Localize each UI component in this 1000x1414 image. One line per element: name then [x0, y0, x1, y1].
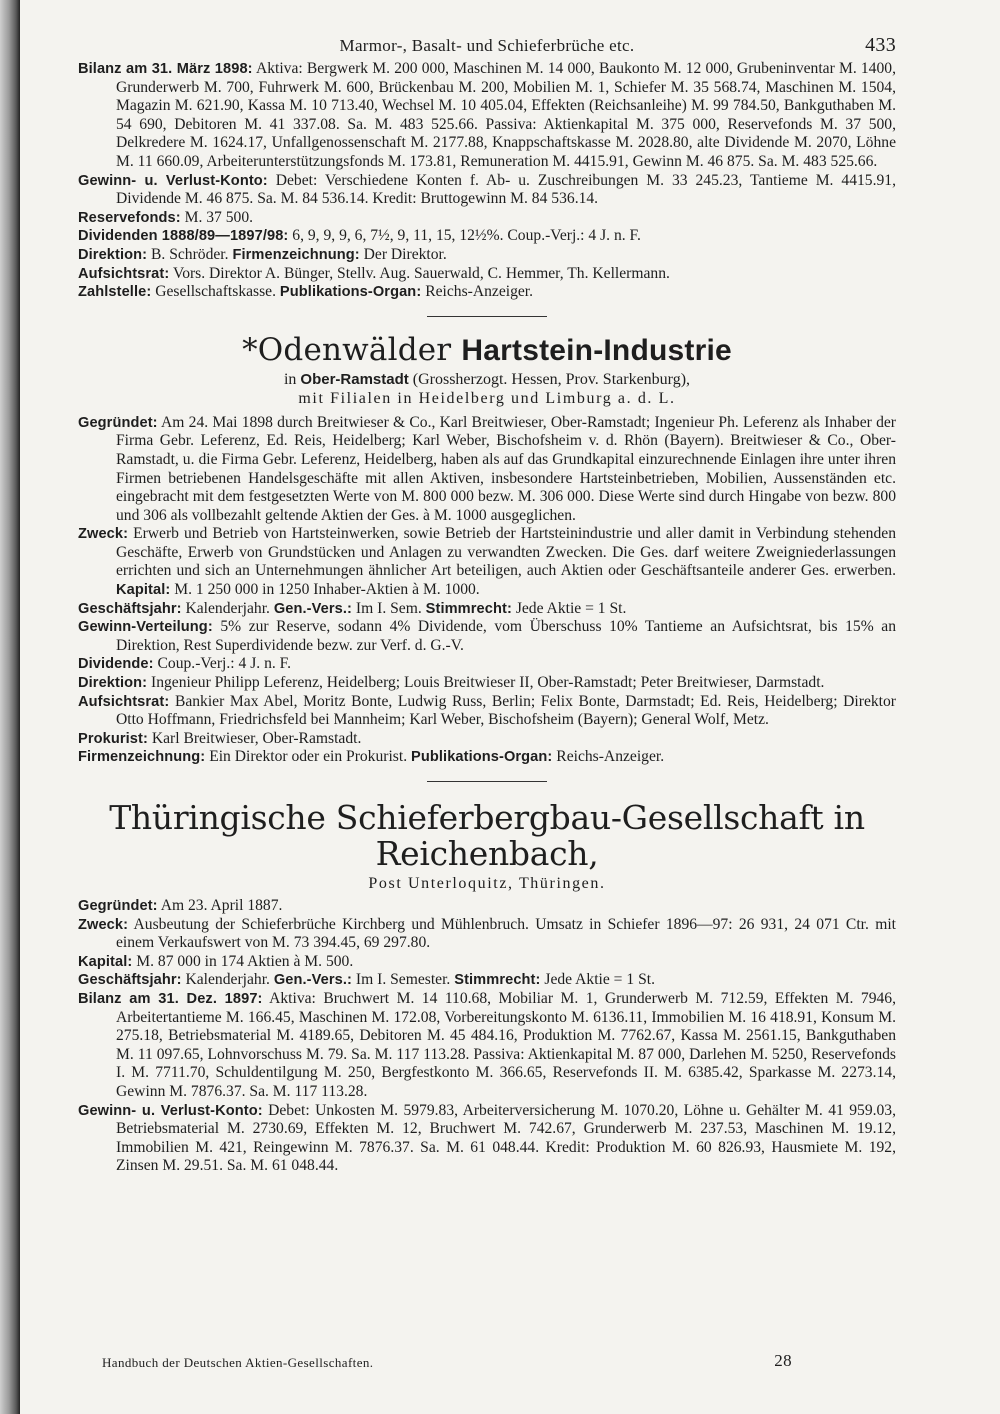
entry-gewinn-verlust — [78, 172, 896, 209]
subtitle-place: Ober-Ramstadt — [300, 370, 409, 388]
section-odenwaelder — [78, 414, 896, 767]
entry-direktion — [78, 246, 896, 265]
entry-bilanz-1897 — [78, 990, 896, 1102]
running-head — [78, 30, 896, 60]
text-dividenden: 6, 9, 9, 9, 6, 7½, 9, 11, 15, 12½%. Coup.-Verj.: 4 J. n. F. — [292, 227, 641, 245]
label-zweck-3: Zweck: — [78, 916, 129, 933]
entry-kapital-3 — [78, 953, 896, 972]
label-direktion-2: Direktion: — [78, 675, 148, 692]
text-geschaeftsjahr-3: Kalenderjahr. — [185, 971, 270, 989]
entry-firmenzeichnung-2 — [78, 748, 896, 767]
company-title-odenwaelder — [78, 333, 896, 368]
text-gegruendet: Am 24. Mai 1898 durch Breitwieser & Co., Karl Breitwieser, Ober-Ramstadt; Ingenieur Ph. Leferenz als Inhaber der Firma Gebr. Leferenz, Ed. Reis, Heidelberg; Karl Weber, Bischofsheim v. d. Rhön (Bayern). Breitwieser & Co., Ober-Ramstadt, u. die Firma Gebr. Leferenz, Heidelberg, haben als auf das Grundkapital einzurechnende Einlagen ihre unter ihren Firmen betriebenen Handelsgeschäfte mit allen Aktiven, insbesondere Hartsteinbetrieben, Mobilien, Aussenständen etc. eingebracht mit dem festgesetzten Werte von M. 800 000 bezw. M. 306 000. Diese Werte sind durch Hingabe von bezw. 800 und 306 als vollbezahlt geltende Aktien der Ges. à M. 1000 ausgeglichen. — [116, 413, 896, 524]
text-bilanz: Aktiva: Bergwerk M. 200 000, Maschinen M. 14 000, Baukonto M. 12 000, Grubeninventar M. 1400, Grunderwerb M. 700, Fuhrwerk M. 600, Brückenbau M. 200, Mobilien M. 1, Schiefer M. 35 568.74, Maschinen M. 1504, Magazin M. 621.90, Kassa M. 10 713.40, Wechsel M. 10 405.04, Effekten (Reichsanleihe) M. 99 784.50, Bankguthaben M. 54 690, Debitoren M. 41 337.08. Sa. M. 483 525.66. Passiva: Aktienkapital M. 375 000, Reservefonds M. 37 500, Delkredere M. 1624.17, Unfallgenossenschaft M. 2177.88, Knappschaftskasse M. 2028.80, alte Dividende M. 2070, Löhne M. 11 660.09, Arbeiterunterstützungsfonds M. 173.81, Remuneration M. 4415.91, Gewinn M. 46 875. Sa. M. 483 525.66. — [116, 60, 896, 170]
text-aufsichtsrat-2: Bankier Max Abel, Moritz Bonte, Ludwig Russ, Berlin; Felix Bonte, Darmstadt; Ed. Reis, Heidelberg; Direktor Otto Hoffmann, Friedrichsfeld bei Mannheim; Karl Weber, Bischofsheim (Bayern); General Wolf, Metz. — [116, 692, 896, 729]
company-title-thueringische: Thüringische Schieferbergbau-Gesellschaft in Reichenbach, — [109, 798, 865, 873]
label-stimmrecht: Stimmrecht: — [425, 600, 512, 617]
label-aufsichtsrat: Aufsichtsrat: — [78, 265, 170, 282]
label-stimmrecht-3: Stimmrecht: — [454, 972, 541, 989]
document-page — [78, 30, 896, 1176]
entry-gewinn-verteilung — [78, 618, 896, 655]
label-gegruendet-3: Gegründet: — [78, 898, 158, 914]
label-firmenzeichnung: Firmenzeichnung: — [232, 246, 360, 263]
company-subtitle-branches: mit Filialen in Heidelberg und Limburg a. d. L. — [298, 389, 676, 407]
text-geschaeftsjahr: Kalenderjahr. — [185, 599, 270, 617]
label-zweck: Zweck: — [78, 526, 129, 543]
entry-gegruendet — [78, 414, 896, 526]
label-geschaeftsjahr-3: Geschäftsjahr: — [78, 972, 182, 989]
subtitle-region: (Grossherzogt. Hessen, Prov. Starkenburg), — [408, 370, 691, 388]
text-reservefonds: M. 37 500. — [184, 208, 254, 226]
text-gegruendet-3: Am 23. April 1887. — [160, 897, 283, 914]
label-gewinn-verlust: Gewinn- u. Verlust-Konto: — [78, 172, 268, 189]
label-zahlstelle: Zahlstelle: — [78, 284, 152, 301]
text-publikations-organ: Reichs-Anzeiger. — [425, 283, 534, 301]
text-gewinn-verlust: Debet: Verschiedene Konten f. Ab- u. Zuschreibungen M. 33 245.23, Tantieme M. 4415.91, Dividende M. 46 875. Sa. M. 84 536.14. Kredit: Bruttogewinn M. 84 536.14. — [116, 171, 896, 208]
label-gewinn-verteilung: Gewinn-Verteilung: — [78, 619, 213, 636]
company-subtitle-location — [78, 370, 896, 389]
label-gen-vers-3: Gen.-Vers.: — [273, 972, 352, 989]
label-dividende: Dividende: — [78, 656, 154, 673]
entry-aufsichtsrat-2 — [78, 693, 896, 730]
text-prokurist: Karl Breitwieser, Ober-Ramstadt. — [151, 729, 362, 747]
label-direktion: Direktion: — [78, 246, 148, 263]
text-gewinn-verteilung: 5% zur Reserve, sodann 4% Dividende, vom Überschuss 10% Tantieme an Aufsichtsrat, bis 15% an Direktion, Rest Superdividende bezw. zur Verf. d. G.-V. — [116, 618, 896, 654]
text-dividende: Coup.-Verj.: 4 J. n. F. — [157, 655, 291, 673]
label-geschaeftsjahr: Geschäftsjahr: — [78, 600, 182, 617]
label-publikations-organ: Publikations-Organ: — [279, 284, 422, 301]
label-gewinn-verlust-3: Gewinn- u. Verlust-Konto: — [78, 1102, 263, 1119]
entry-bilanz-1898 — [78, 60, 896, 172]
text-gen-vers: Im I. Sem. — [355, 599, 422, 617]
entry-zweck — [78, 525, 896, 599]
running-head-title: Marmor-, Basalt- und Schieferbrüche etc. — [339, 36, 635, 55]
entry-geschaeftsjahr-3 — [78, 971, 896, 990]
label-kapital-3: Kapital: — [78, 953, 133, 970]
text-zahlstelle: Gesellschaftskasse. — [155, 283, 277, 301]
label-prokurist: Prokurist: — [78, 730, 148, 747]
entry-zweck-3 — [78, 916, 896, 953]
text-kapital-3: M. 87 000 in 174 Aktien à M. 500. — [136, 952, 354, 970]
label-aufsichtsrat-2: Aufsichtsrat: — [78, 693, 170, 710]
text-bilanz-3: Aktiva: Bruchwert M. 14 110.68, Mobiliar M. 1, Grunderwerb M. 712.59, Effekten M. 7946, Arbeitertantieme M. 166.45, Maschinen M. 172.08, Vorbereitungskonto M. 6136.11, Immobilien M. 16 418.91, Konsum M. 275.18, Betriebsmaterial M. 4189.65, Debitoren M. 45 484.16, Produktion M. 7762.67, Kassa M. 2561.15, Bankguthaben M. 11 097.65, Lohnvorschuss M. 79. Sa. M. 117 113.28. Passiva: Aktienkapital M. 87 000, Darlehen M. 5250, Reservefonds I. M. 7711.70, Schuldentilgung M. 250, Bergfestkonto M. 366.65, Reservefonds II. M. 6385.42, Sparkasse M. 2273.14, Gewinn M. 7876.37. Sa. M. 117 113.28. — [116, 989, 896, 1100]
company-subtitle-post: Post Unterloquitz, Thüringen. — [368, 875, 606, 892]
label-publikations-organ-2: Publikations-Organ: — [411, 749, 553, 766]
label-firmenzeichnung-2: Firmenzeichnung: — [78, 749, 206, 766]
label-reservefonds: Reservefonds: — [78, 209, 181, 226]
section-continuation — [78, 60, 896, 302]
subtitle-in: in — [283, 370, 301, 388]
label-gen-vers: Gen.-Vers.: — [273, 600, 352, 617]
text-stimmrecht-3: Jede Aktie = 1 St. — [544, 971, 655, 989]
entry-reservefonds — [78, 209, 896, 228]
entry-gewinn-verlust-3 — [78, 1102, 896, 1176]
entry-gegruendet-3 — [78, 897, 896, 916]
section-divider-2 — [427, 781, 547, 782]
text-firmenzeichnung: Der Direktor. — [363, 245, 447, 263]
text-direktion-2: Ingenieur Philipp Leferenz, Heidelberg; Louis Breitwieser II, Ober-Ramstadt; Peter Breitwieser, Darmstadt. — [151, 674, 825, 692]
text-gewinn-verlust-3: Debet: Unkosten M. 5979.83, Arbeiterversicherung M. 1070.20, Löhne u. Gehälter M. 41 959.03, Betriebsmaterial M. 2730.69, Effekten M. 12, Bruchwert M. 742.67, Grunderwerb M. 237.53, Maschinen M. 19.12, Immobilien M. 421, Reingewinn M. 7876.37. Sa. M. 61 048.44. Kredit: Produktion M. 60 826.93, Hausmiete M. 192, Zinsen M. 29.51. Sa. M. 61 048.44. — [116, 1101, 897, 1175]
entry-dividenden — [78, 227, 896, 246]
company-title-prefix: *Odenwälder — [242, 331, 462, 368]
text-kapital: M. 1 250 000 in 1250 Inhaber-Aktien à M. 1000. — [174, 581, 480, 599]
book-spine-edge — [0, 0, 20, 1414]
text-direktion: B. Schröder. — [151, 245, 229, 263]
entry-dividende — [78, 655, 896, 674]
page-footer — [102, 1351, 792, 1373]
entry-direktion-2 — [78, 674, 896, 693]
text-aufsichtsrat: Vors. Direktor A. Bünger, Stellv. Aug. Sauerwald, C. Hemmer, Th. Kellermann. — [172, 264, 670, 282]
label-kapital: Kapital: — [116, 582, 171, 599]
label-gegruendet: Gegründet: — [78, 414, 158, 431]
section-divider — [427, 316, 547, 317]
label-bilanz: Bilanz am 31. März 1898: — [78, 61, 253, 77]
page-number: 433 — [865, 34, 896, 56]
section-thueringische — [78, 897, 896, 1176]
text-firmenzeichnung-2: Ein Direktor oder ein Prokurist. — [209, 748, 408, 766]
footer-signature-number: 28 — [774, 1351, 792, 1370]
text-gen-vers-3: Im I. Semester. — [355, 971, 451, 989]
text-zweck-3: Ausbeutung der Schieferbrüche Kirchberg und Mühlenbruch. Umsatz in Schiefer 1896—97: 26 931, 24 071 Ctr. mit einem Verkaufswert von M. 73 394.45, 69 297.80. — [116, 915, 896, 952]
label-dividenden: Dividenden 1888/89—1897/98: — [78, 228, 289, 245]
entry-geschaeftsjahr — [78, 600, 896, 619]
text-zweck: Erwerb und Betrieb von Hartsteinwerken, sowie Betrieb der Hartsteinindustrie und aller damit in Verbindung stehenden Geschäfte, Erwerb von Grundstücken und Anlagen zu verwandten Zwecken. Die Ges. darf weitere Zweigniederlassungen errichten und sich an Unternehmungen ähnlicher Art beteiligen, auch Aktien oder Geschäftsanteile anderer Ges. erwerben. — [116, 525, 896, 580]
entry-prokurist — [78, 730, 896, 749]
entry-aufsichtsrat — [78, 265, 896, 284]
footer-book-title: Handbuch der Deutschen Aktien-Gesellschaften. — [102, 1355, 374, 1370]
company-title-main: Hartstein-Industrie — [461, 333, 732, 367]
text-publikations-organ-2: Reichs-Anzeiger. — [556, 748, 665, 766]
entry-zahlstelle — [78, 283, 896, 302]
text-stimmrecht: Jede Aktie = 1 St. — [515, 599, 627, 617]
label-bilanz-3: Bilanz am 31. Dez. 1897: — [78, 990, 263, 1007]
